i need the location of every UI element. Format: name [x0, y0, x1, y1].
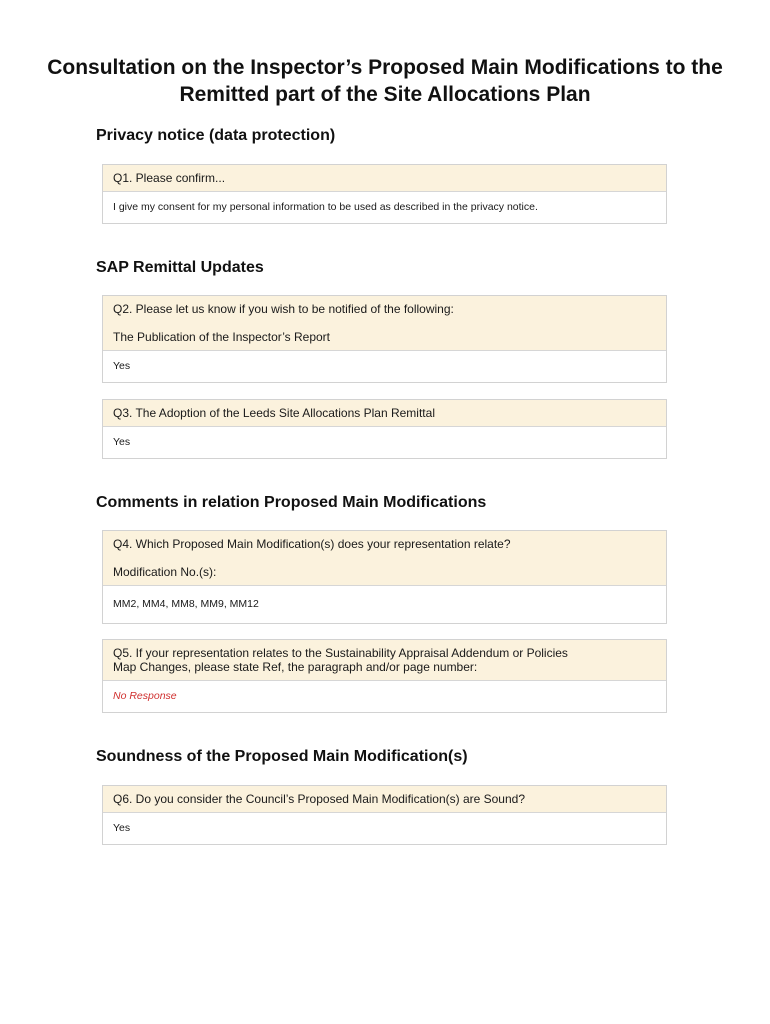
question-card-q4 [102, 530, 667, 624]
section-heading-soundness: Soundness of the Proposed Main Modification(s) [96, 748, 468, 765]
question-card-q3 [102, 399, 667, 459]
question-text-q5-line-2: Map Changes, please state Ref, the paragraph and/or page number: [113, 660, 478, 674]
question-card-q1 [102, 164, 667, 224]
answer-q6: Yes [113, 822, 131, 834]
answer-q1: I give my consent for my personal information to be used as described in the privacy notice. [113, 201, 538, 213]
question-card-q5 [102, 639, 667, 713]
answer-q4: MM2, MM4, MM8, MM9, MM12 [113, 598, 259, 610]
question-text-q4: Q4. Which Proposed Main Modification(s) does your representation relate? [113, 537, 511, 551]
subquestion-text-q4: Modification No.(s): [113, 565, 217, 579]
question-text-q5-line-1: Q5. If your representation relates to the Sustainability Appraisal Addendum or Policies [113, 646, 568, 660]
question-header-q3 [103, 400, 666, 427]
question-header-q2 [103, 296, 666, 351]
question-header-q1 [103, 165, 666, 192]
section-heading-sap-remittal: SAP Remittal Updates [96, 259, 264, 276]
question-header-q6 [103, 786, 666, 813]
question-card-q6 [102, 785, 667, 845]
question-header-q4 [103, 531, 666, 586]
question-text-q2: Q2. Please let us know if you wish to be notified of the following: [113, 302, 454, 316]
answer-q3: Yes [113, 436, 131, 448]
answer-q2: Yes [113, 360, 131, 372]
question-text-q6: Q6. Do you consider the Council’s Proposed Main Modification(s) are Sound? [113, 792, 525, 806]
page-title-line-1: Consultation on the Inspector’s Proposed Main Modifications to the [47, 56, 723, 79]
answer-q5-no-response: No Response [113, 690, 177, 702]
section-heading-comments: Comments in relation Proposed Main Modifications [96, 494, 487, 511]
page-title-line-2: Remitted part of the Site Allocations Plan [179, 83, 591, 106]
subquestion-text-q2: The Publication of the Inspector’s Report [113, 330, 331, 344]
question-text-q3: Q3. The Adoption of the Leeds Site Allocations Plan Remittal [113, 406, 435, 420]
section-heading-privacy: Privacy notice (data protection) [96, 127, 336, 144]
question-card-q2 [102, 295, 667, 383]
question-text-q1: Q1. Please confirm... [113, 171, 226, 185]
question-header-q5 [103, 640, 666, 681]
page-title [0, 54, 770, 108]
